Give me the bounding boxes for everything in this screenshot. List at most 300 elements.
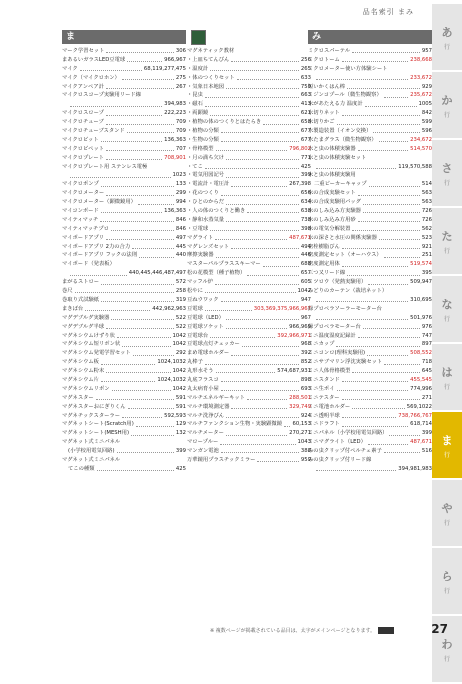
tab-gyo: 行 [443, 315, 450, 323]
entry-page-ref: 1023 [172, 172, 186, 179]
leader-dots [226, 198, 299, 204]
kana-tab[interactable] [432, 4, 462, 70]
entry-page-ref: 256 [300, 56, 311, 63]
index-entry [187, 367, 311, 376]
entry-page-ref: 852 [300, 359, 311, 366]
leader-dots [226, 154, 299, 160]
leader-dots [221, 296, 299, 302]
entry-name: みどりのカーテン（栽培ネット） [308, 288, 388, 295]
leader-dots [205, 100, 299, 106]
entry-name: ミニスタンド [308, 376, 340, 383]
leader-dots [237, 74, 299, 80]
entry-page-ref: 509,947 [410, 279, 432, 286]
entry-page-ref: 523 [421, 234, 432, 241]
leader-dots [263, 260, 299, 266]
entry-name: ・磁石 [187, 101, 203, 108]
leader-dots [221, 447, 299, 453]
page-footer [60, 624, 450, 638]
entry-name: マグネシウム短リボン状 [62, 341, 121, 348]
entry-name: マグネシウムリボン [62, 385, 110, 392]
entry-name: ・電流計・電圧計 [187, 181, 230, 188]
leader-dots [85, 305, 150, 311]
entry-page-ref: 271 [421, 394, 432, 401]
index-entry [62, 207, 186, 216]
index-entry [308, 340, 432, 349]
leader-dots [226, 412, 299, 418]
leader-dots [231, 403, 287, 409]
entry-name: マグネティック教材 [187, 48, 235, 54]
entry-name: マイクロポンプ [62, 181, 99, 188]
index-entry [187, 438, 311, 447]
entry-name: ・気象日本地図 [187, 83, 225, 90]
leader-dots [106, 367, 170, 373]
entry-page-ref: 591 [175, 403, 186, 410]
entry-name: マグデブルグ半球 [62, 323, 105, 330]
entry-page-ref: 966,967 [164, 56, 186, 63]
entry-page-ref: 136,363 [164, 208, 186, 215]
entry-name: 緑プロペラソーラーモーター台 [308, 305, 382, 312]
entry-name: ・骨格模型 [187, 145, 214, 152]
leader-dots [127, 56, 162, 62]
index-entry [187, 171, 311, 180]
index-entry [187, 225, 311, 234]
index-entry [187, 269, 311, 278]
index-entry [308, 74, 432, 83]
entry-page-ref: 132 [175, 430, 186, 437]
leader-dots [122, 340, 170, 346]
index-header [0, 0, 420, 30]
index-entry [62, 429, 186, 438]
index-entry [62, 385, 186, 394]
entry-page-ref: 677 [300, 136, 311, 143]
entry-name: ・電気用図記号 [187, 172, 225, 179]
index-column-mi [308, 30, 432, 474]
entry-page-ref: 270,271 [289, 430, 311, 437]
leader-dots [358, 189, 420, 195]
entry-page-ref: 275 [175, 74, 186, 81]
entry-page-ref: 522 [175, 323, 186, 330]
index-entry [187, 314, 311, 323]
entry-page-ref: 497 [175, 234, 186, 241]
index-entry [308, 189, 432, 198]
entry-page-ref: 399 [300, 172, 311, 179]
tab-kana: や [441, 501, 453, 515]
index-entry [62, 198, 186, 207]
index-entry [187, 403, 311, 412]
entry-name: 水のしみ込み方用砂 [308, 216, 356, 223]
entry-name: ミニテスター [308, 394, 340, 401]
entry-name: マグネット式ミニパネル [62, 439, 121, 446]
leader-dots [342, 260, 408, 266]
leader-dots [106, 47, 173, 53]
index-entry [62, 367, 186, 376]
entry-page-ref: 959 [300, 456, 311, 463]
entry-list [187, 47, 311, 465]
index-entry [308, 465, 432, 474]
entry-name: ミニ生ポイ [308, 385, 335, 392]
entry-name [308, 314, 314, 323]
index-entry [187, 447, 311, 456]
entry-name [308, 74, 314, 83]
entry-page-ref: 771 [300, 154, 311, 161]
tab-gyo: 行 [443, 111, 450, 119]
index-entry [62, 225, 186, 234]
leader-dots [101, 180, 174, 186]
leader-dots [101, 207, 162, 213]
entry-name: 丸太病育小屋 [187, 385, 219, 392]
index-entry [62, 332, 186, 341]
entry-name: マイクロピット [62, 136, 99, 143]
leader-dots [122, 412, 162, 418]
index-entry [308, 278, 432, 287]
entry-page-ref: 898 [300, 376, 311, 383]
entry-page-ref: 569,1022 [406, 403, 432, 410]
leader-dots [342, 109, 420, 115]
leader-dots [242, 340, 299, 346]
entry-page-ref: 445 [175, 243, 186, 250]
index-entry [308, 207, 432, 216]
leader-dots [117, 332, 171, 338]
entry-name: マグネシウム片 [62, 376, 99, 383]
leader-dots [263, 118, 299, 124]
entry-page-ref: 663 [300, 92, 311, 99]
entry-name: マグネスター [62, 394, 94, 401]
leader-dots [316, 74, 408, 80]
leader-dots [231, 243, 299, 249]
index-entry [308, 269, 432, 278]
leader-dots [70, 171, 171, 177]
index-entry [62, 260, 186, 269]
tab-kana: あ [441, 25, 453, 39]
entry-page-ref: 440 [175, 252, 186, 259]
entry-name: ミニサブマリン浮沈実験セット [308, 359, 383, 366]
entry-name: みの虫クリップ付リード線 [308, 456, 372, 463]
entry-name: マイクロプレート [62, 154, 104, 161]
leader-dots [352, 225, 419, 231]
entry-name: マイクロスロープ [62, 110, 104, 117]
entry-name: マグデブルグ実験器 [62, 314, 110, 321]
entry-name: マイボード（発表板） [62, 261, 115, 268]
index-entry [187, 207, 311, 216]
entry-page-ref: 846 [175, 216, 186, 223]
entry-page-ref: 395 [421, 270, 432, 277]
entry-name: マイクロスコープ実験用リード線 [62, 92, 141, 99]
leader-dots [106, 109, 162, 115]
index-entry [187, 429, 311, 438]
entry-page-ref: 119,570,588 [398, 163, 432, 170]
index-entry [187, 251, 311, 260]
entry-name: ・花のつくり [187, 190, 219, 197]
entry-name: ・植物の体のつくりとはたらき [187, 119, 262, 126]
index-entry [62, 420, 186, 429]
index-entry [308, 367, 432, 376]
index-entry [62, 296, 186, 305]
entry-name: 水切りかご [308, 119, 335, 126]
entry-page-ref: 516 [421, 448, 432, 455]
entry-name: 水たまグラス（微生物観察） [308, 136, 377, 143]
index-entry [187, 412, 311, 421]
entry-page-ref: 508,552 [410, 350, 432, 357]
leader-dots [367, 349, 408, 355]
index-entry [62, 118, 186, 127]
index-entry [308, 314, 432, 323]
leader-dots [220, 438, 295, 444]
leader-dots [363, 323, 420, 329]
leader-dots [336, 340, 419, 346]
leader-dots [215, 278, 299, 284]
index-entry [187, 394, 311, 403]
index-entry [62, 145, 186, 154]
entry-name: 水の合成実験用バッグ [308, 199, 361, 206]
leader-dots [226, 216, 299, 222]
footer-note: ※ 複数ページが掲載されている品目は、太字がメインページとなります。 [210, 628, 376, 634]
index-entry [308, 287, 432, 296]
leader-dots [342, 56, 408, 62]
index-entry [308, 91, 432, 100]
entry-name: ミニ電池ホルダー [308, 403, 351, 410]
entry-page-ref: 319 [175, 296, 186, 303]
index-entry [187, 163, 311, 172]
index-entry [62, 269, 186, 278]
leader-dots [379, 234, 420, 240]
index-entry [62, 109, 186, 118]
leader-dots [139, 251, 174, 257]
leader-dots [231, 180, 287, 186]
entry-page-ref: 1043 [297, 439, 311, 446]
index-entry [187, 260, 311, 269]
entry-page-ref: 967 [300, 314, 311, 321]
magnetic-material-thumbnail [191, 30, 206, 45]
entry-page-ref: 388 [300, 448, 311, 455]
index-entry [62, 65, 186, 74]
entry-name: マイティマッチプロ [62, 225, 109, 232]
leader-dots [100, 216, 174, 222]
kana-tab[interactable] [432, 72, 462, 138]
entry-page-ref: 251 [421, 252, 432, 259]
entry-name: ・生物の分類 [187, 136, 219, 143]
index-entry [308, 358, 432, 367]
kana-tab[interactable] [432, 344, 462, 410]
entry-page-ref: 658 [300, 119, 311, 126]
leader-dots [112, 385, 171, 391]
leader-dots [101, 358, 155, 364]
entry-name [308, 163, 314, 172]
entry-name: 豆ねウワック [187, 296, 219, 303]
entry-name: ミクロメーター使い方体験シート [308, 65, 388, 72]
leader-dots [131, 429, 174, 435]
entry-name: マグライト [187, 234, 214, 241]
entry-name: 緑プロペラモーター台 [308, 323, 361, 330]
index-entry [62, 305, 186, 314]
leader-dots [106, 323, 174, 329]
entry-name: マグネット式ミニパネル [62, 456, 121, 463]
tab-kana: ら [441, 569, 453, 583]
index-entry [62, 100, 186, 109]
entry-page-ref: 968 [300, 341, 311, 348]
entry-name: マグネスターおにぎりくん [62, 403, 126, 410]
entry-page-ref: 299 [175, 190, 186, 197]
index-entry [187, 198, 311, 207]
entry-page-ref: 574,687,931 [277, 368, 311, 375]
entry-page-ref: 774,996 [410, 385, 432, 392]
leader-dots [221, 385, 299, 391]
entry-name: ・体のつくりセット [187, 74, 235, 81]
leader-dots [226, 323, 287, 329]
leader-dots [369, 180, 420, 186]
entry-name: マグネシウム粉末 [62, 368, 105, 375]
entry-name: 丸形水そう [187, 368, 214, 375]
entry-page-ref: 1024,1032 [157, 359, 186, 366]
index-entry [308, 412, 432, 421]
entry-name: ・ひとのからだ [187, 199, 225, 206]
kana-tab[interactable] [432, 548, 462, 614]
entry-name: ミニ透明半球 [308, 412, 340, 419]
leader-dots [231, 349, 299, 355]
entry-page-ref: 957 [421, 48, 432, 54]
entry-page-ref: 455,545 [410, 376, 432, 383]
entry-name: マルチメーター [187, 430, 224, 437]
leader-dots [70, 100, 162, 106]
leader-dots [117, 447, 174, 453]
index-entry [187, 358, 311, 367]
entry-name: マイクロチューブスタンド [62, 128, 125, 135]
leader-dots [216, 251, 299, 257]
entry-name: マイクロメーター [62, 190, 105, 197]
kana-tab[interactable] [432, 412, 462, 478]
index-entry [308, 127, 432, 136]
leader-dots [210, 65, 299, 71]
kana-tab[interactable] [432, 276, 462, 342]
entry-list [62, 47, 186, 474]
leader-dots [106, 189, 174, 195]
leader-dots [247, 207, 299, 213]
index-entry [308, 47, 432, 56]
entry-name: ・月の満ち欠け [187, 154, 225, 161]
entry-name: 丸棒子 [187, 359, 203, 366]
entry-page-ref: 514 [421, 181, 432, 188]
leader-dots [358, 216, 420, 222]
entry-page-ref: 591 [175, 394, 186, 401]
leader-dots [342, 243, 420, 249]
entry-page-ref: 1042 [172, 332, 186, 339]
index-title: 品名索引 まみ [362, 8, 414, 16]
leader-dots [70, 269, 127, 275]
leader-dots [205, 163, 299, 169]
entry-page-ref: 267,398 [289, 181, 311, 188]
entry-name: マイコンボード [62, 208, 99, 215]
index-entry [187, 340, 311, 349]
entry-name: マイボードアプリ [62, 234, 104, 241]
entry-name: 二重ビーカーキャップ [314, 181, 367, 188]
entry-name: 短いかくはん棒 [308, 83, 346, 90]
entry-name: 豆電球台 [187, 332, 209, 339]
index-entry [187, 189, 311, 198]
entry-page-ref: 656 [300, 190, 311, 197]
index-entry [62, 56, 186, 65]
kana-tab[interactable] [432, 140, 462, 206]
leader-dots [226, 83, 299, 89]
index-entry [187, 109, 311, 118]
entry-page-ref: 738 [300, 216, 311, 223]
entry-name: マグネチックスターラー [62, 412, 121, 419]
entry-name: 水製造装置（イオン交換） [308, 128, 372, 135]
tab-gyo: 行 [443, 655, 450, 663]
index-entry [62, 323, 186, 332]
entry-name: 豆電球ソケット [187, 323, 224, 330]
index-entry [187, 385, 311, 394]
index-entry [187, 278, 311, 287]
leader-dots [316, 296, 408, 302]
entry-page-ref: 718 [421, 359, 432, 366]
leader-dots [205, 305, 252, 311]
entry-name: ・昆虫 [187, 92, 203, 99]
entry-name: 水のしみ込み方実験器 [308, 208, 361, 215]
index-entry [308, 145, 432, 154]
leader-dots [247, 394, 287, 400]
index-entry [187, 456, 311, 465]
entry-name: マイクロピペット [62, 145, 105, 152]
entry-page-ref: 398 [300, 225, 311, 232]
leader-dots [337, 385, 409, 391]
index-entry [62, 91, 186, 100]
index-entry [187, 216, 311, 225]
leader-dots [231, 56, 299, 62]
entry-page-ref: 258 [175, 288, 186, 295]
leader-dots [216, 367, 276, 373]
index-entry [62, 180, 186, 189]
entry-name: ミツロウ（発熱実験用） [308, 279, 367, 286]
index-entry [62, 171, 186, 180]
entry-name: マルチファンクション生物・実験顕微鏡 [187, 421, 283, 428]
index-entry [308, 403, 432, 412]
index-entry [187, 83, 311, 92]
index-entry [308, 394, 432, 403]
entry-name: ・両顕鏡 [187, 110, 209, 117]
entry-page-ref: 947 [300, 296, 311, 303]
index-entry [62, 216, 186, 225]
kana-tab[interactable] [432, 208, 462, 274]
index-entry [62, 74, 186, 83]
leader-dots [215, 234, 287, 240]
leader-dots [384, 251, 420, 257]
index-entry [187, 145, 311, 154]
entry-name: マルチエネルギーキット [187, 394, 245, 401]
leader-dots [342, 394, 420, 400]
kana-tab[interactable] [432, 480, 462, 546]
index-entry [308, 305, 432, 314]
index-entry [62, 314, 186, 323]
entry-page-ref: 133 [175, 181, 186, 188]
entry-page-ref: 487,671 [289, 234, 311, 241]
page-number: 27 [431, 622, 448, 636]
entry-name: マイク [62, 65, 78, 72]
leader-dots [226, 314, 299, 320]
index-entry [308, 296, 432, 305]
entry-name [308, 465, 314, 474]
entry-page-ref: 1005 [418, 101, 432, 108]
entry-name: マロープルー [187, 439, 219, 446]
entry-page-ref: 233,672 [410, 74, 432, 81]
leader-dots [106, 234, 174, 240]
entry-page-ref: 618,714 [410, 421, 432, 428]
entry-name: ミニマグライト（LED） [308, 439, 366, 446]
entry-page-ref: 288,501 [289, 394, 311, 401]
entry-name: 豆電球（LED） [187, 314, 224, 321]
tab-gyo: 行 [443, 451, 450, 459]
entry-page-ref: 976 [421, 323, 432, 330]
entry-page-ref: 292 [175, 350, 186, 357]
entry-name: マグネットシート(Scratch用) [62, 421, 134, 428]
